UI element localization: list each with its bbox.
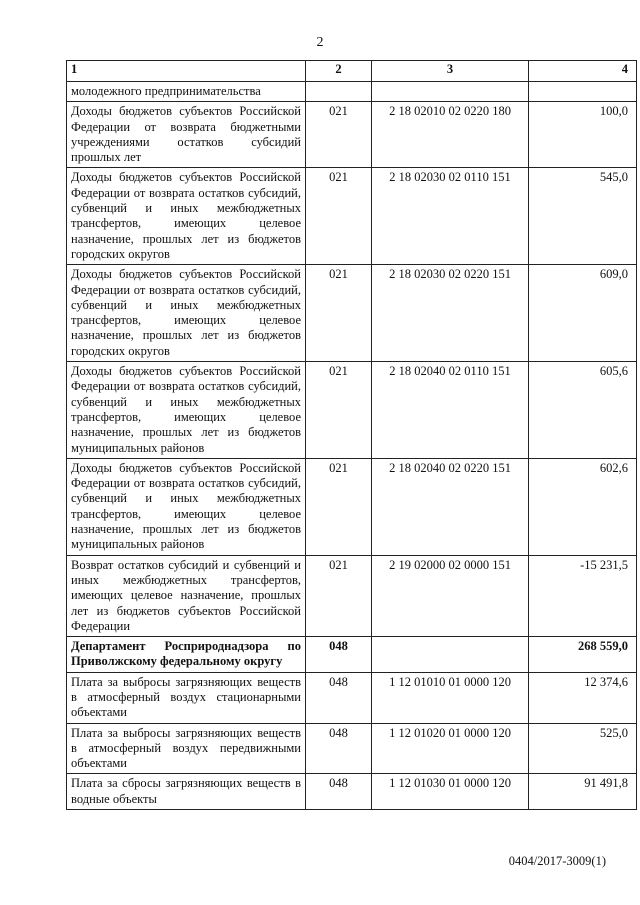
cell-kbk: 2 18 02040 02 0110 151 xyxy=(372,362,529,459)
cell-name: Доходы бюджетов субъектов Российской Федерации от возврата остатков субсидий, субвенций и иных межбюджетных трансфертов, имеющих целевое назначение, прошлых лет из бюджетов городских округов xyxy=(67,168,306,265)
table-row xyxy=(67,637,637,673)
cell-name: Плата за выбросы загрязняющих веществ в атмосферный воздух стационарными объектами xyxy=(67,672,306,723)
document-id: 0404/2017-3009(1) xyxy=(508,854,606,868)
cell-kbk xyxy=(372,637,529,673)
cell-code: 021 xyxy=(306,102,372,168)
cell-code: 021 xyxy=(306,458,372,555)
cell-kbk: 1 12 01010 01 0000 120 xyxy=(372,672,529,723)
cell-amount: 545,0 xyxy=(529,168,637,265)
cell-name: Плата за выбросы загрязняющих веществ в атмосферный воздух передвижными объектами xyxy=(67,723,306,774)
cell-amount: 91 491,8 xyxy=(529,774,637,810)
column-header-4: 4 xyxy=(529,61,637,82)
cell-amount: -15 231,5 xyxy=(529,555,637,636)
cell-kbk: 1 12 01020 01 0000 120 xyxy=(372,723,529,774)
table-row xyxy=(67,102,637,168)
column-header-1: 1 xyxy=(67,61,306,82)
cell-name: Доходы бюджетов субъектов Российской Федерации от возврата бюджетными учреждениями остатков субсидий прошлых лет xyxy=(67,102,306,168)
table-row xyxy=(67,82,637,102)
cell-name: Плата за сбросы загрязняющих веществ в водные объекты xyxy=(67,774,306,810)
cell-amount: 609,0 xyxy=(529,265,637,362)
table-header-row xyxy=(67,61,637,82)
cell-kbk: 2 18 02030 02 0220 151 xyxy=(372,265,529,362)
cell-kbk: 1 12 01030 01 0000 120 xyxy=(372,774,529,810)
column-header-2: 2 xyxy=(306,61,372,82)
cell-name: Департамент Росприроднадзора по Приволжскому федеральному округу xyxy=(67,637,306,673)
cell-code: 021 xyxy=(306,362,372,459)
table-body xyxy=(67,82,637,810)
cell-amount: 602,6 xyxy=(529,458,637,555)
cell-name: Доходы бюджетов субъектов Российской Федерации от возврата остатков субсидий, субвенций и иных межбюджетных трансфертов, имеющих целевое назначение, прошлых лет из бюджетов городских округов xyxy=(67,265,306,362)
table-row xyxy=(67,672,637,723)
cell-code: 021 xyxy=(306,265,372,362)
cell-code: 021 xyxy=(306,168,372,265)
cell-code: 048 xyxy=(306,723,372,774)
cell-name: Доходы бюджетов субъектов Российской Федерации от возврата остатков субсидий, субвенций и иных межбюджетных трансфертов, имеющих целевое назначение, прошлых лет из бюджетов муниципальных районов xyxy=(67,458,306,555)
cell-code: 048 xyxy=(306,774,372,810)
cell-kbk: 2 18 02030 02 0110 151 xyxy=(372,168,529,265)
cell-code xyxy=(306,82,372,102)
cell-kbk xyxy=(372,82,529,102)
cell-code: 048 xyxy=(306,637,372,673)
cell-name: молодежного предпринимательства xyxy=(67,82,306,102)
cell-name: Доходы бюджетов субъектов Российской Федерации от возврата остатков субсидий, субвенций и иных межбюджетных трансфертов, имеющих целевое назначение, прошлых лет из бюджетов муниципальных районов xyxy=(67,362,306,459)
cell-kbk: 2 18 02040 02 0220 151 xyxy=(372,458,529,555)
table-row xyxy=(67,458,637,555)
cell-amount: 605,6 xyxy=(529,362,637,459)
cell-amount: 100,0 xyxy=(529,102,637,168)
cell-kbk: 2 18 02010 02 0220 180 xyxy=(372,102,529,168)
table-row xyxy=(67,555,637,636)
table-row xyxy=(67,774,637,810)
cell-name: Возврат остатков субсидий и субвенций и иных межбюджетных трансфертов, имеющих целевое назначение, прошлых лет из бюджетов субъектов Российской Федерации xyxy=(67,555,306,636)
table-row xyxy=(67,168,637,265)
table-row xyxy=(67,265,637,362)
page-number: 2 xyxy=(316,35,324,50)
table-row xyxy=(67,723,637,774)
cell-code: 021 xyxy=(306,555,372,636)
cell-amount: 12 374,6 xyxy=(529,672,637,723)
budget-table xyxy=(66,60,637,810)
cell-kbk: 2 19 02000 02 0000 151 xyxy=(372,555,529,636)
cell-amount: 525,0 xyxy=(529,723,637,774)
table-row xyxy=(67,362,637,459)
cell-code: 048 xyxy=(306,672,372,723)
cell-amount xyxy=(529,82,637,102)
column-header-3: 3 xyxy=(372,61,529,82)
cell-amount: 268 559,0 xyxy=(529,637,637,673)
